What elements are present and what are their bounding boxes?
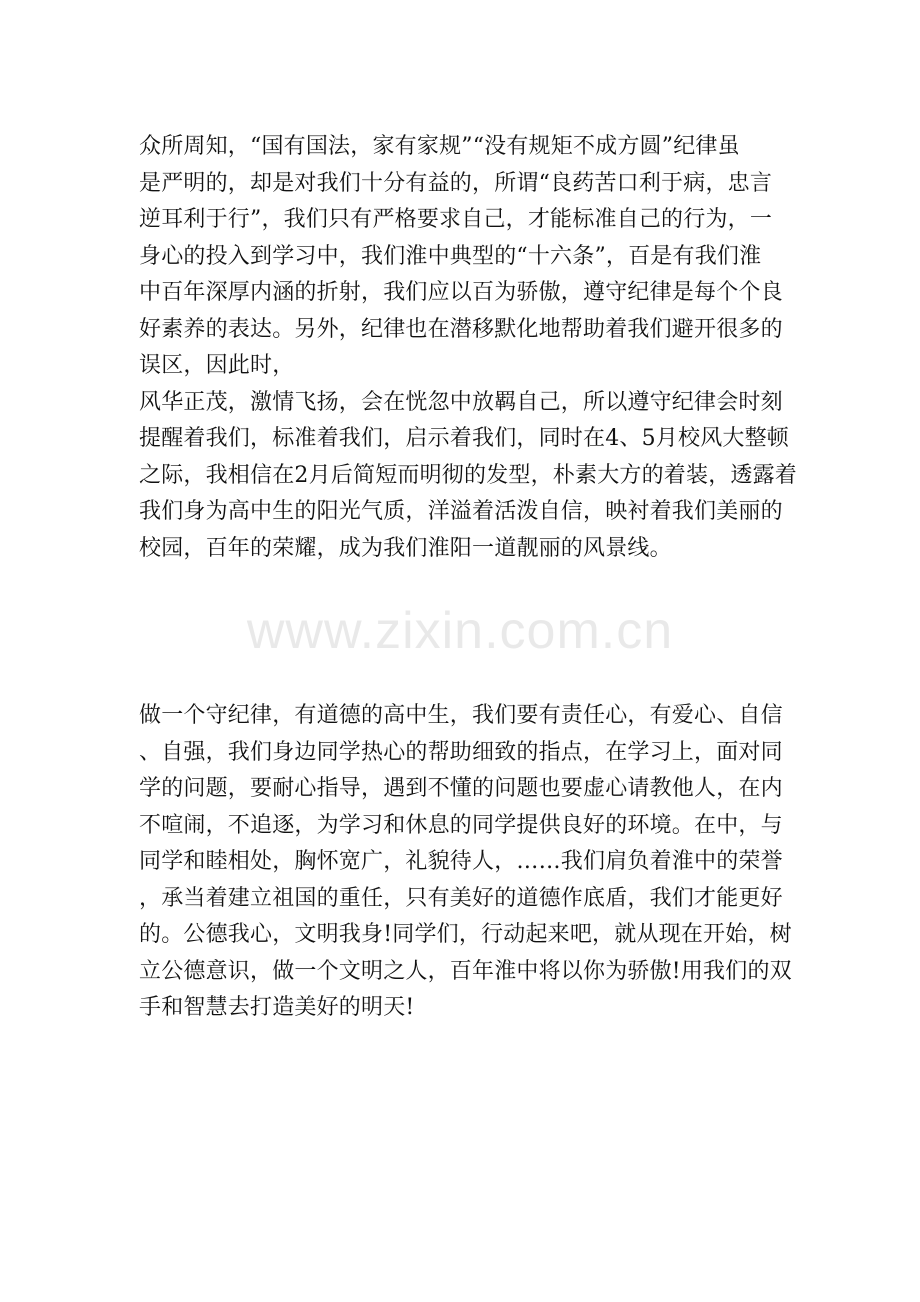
text-line: 同学和睦相处，胸怀宽广，礼貌待人，……我们肩负着淮中的荣誉 — [139, 849, 783, 874]
text-line: 之际，我相信在2月后简短而明彻的发型，朴素大方的着装，透露着 — [139, 462, 797, 488]
text-line: 风华正茂，激情飞扬，会在恍忽中放羁自己，所以遵守纪律会时刻 — [139, 389, 783, 415]
text-line: 学的问题，要耐心指导，遇到不懂的问题也要虚心请教他人，在内 — [139, 776, 783, 801]
paragraph-2 — [139, 698, 792, 1027]
text-line: 逆耳利于行”，我们只有严格要求自己，才能标准自己的行为，一 — [139, 207, 773, 232]
text-line: 不喧闹，不追逐，为学习和休息的同学提供良好的环境。在中，与 — [139, 812, 783, 838]
text-line: 的。公德我心，文明我身!同学们，行动起来吧，就从现在开始，树 — [139, 922, 792, 947]
text-line: 中百年深厚内涵的折射，我们应以百为骄傲，遵守纪律是每个个良 — [139, 280, 783, 305]
text-line: 误区，因此时， — [139, 353, 295, 378]
text-line: 是严明的，却是对我们十分有益的，所谓“良药苦口利于病，忠言 — [139, 170, 773, 196]
text-line: 做一个守纪律，有道德的高中生，我们要有责任心，有爱心、自信 — [139, 703, 783, 728]
text-line: 好素养的表达。另外，纪律也在潜移默化地帮助着我们避开很多的 — [139, 316, 783, 342]
text-line: 我们身为高中生的阳光气质，洋溢着活泼自信，映衬着我们美丽的 — [139, 499, 783, 524]
text-line: 、自强，我们身边同学热心的帮助细致的指点，在学习上，面对同 — [139, 739, 783, 765]
text-line: ，承当着建立祖国的重任，只有美好的道德作底盾，我们才能更好 — [139, 885, 783, 911]
text-line: 立公德意识，做一个文明之人，百年淮中将以你为骄傲!用我们的双 — [139, 958, 792, 984]
text-line: 手和智慧去打造美好的明天! — [139, 995, 415, 1020]
text-line: 校园，百年的荣耀，成为我们淮阳一道靓丽的风景线。 — [139, 535, 672, 561]
paragraph-1 — [139, 129, 797, 567]
text-line: 提醒着我们，标准着我们，启示着我们，同时在4、5月校风大整顿 — [139, 426, 789, 451]
watermark: www.zixin.com.cn — [246, 602, 674, 660]
text-line: 众所周知，“国有国法，家有家规”“没有规矩不成方圆”纪律虽 — [139, 134, 740, 159]
text-line: 身心的投入到学习中，我们淮中典型的“十六条”，百是有我们淮 — [139, 243, 762, 269]
